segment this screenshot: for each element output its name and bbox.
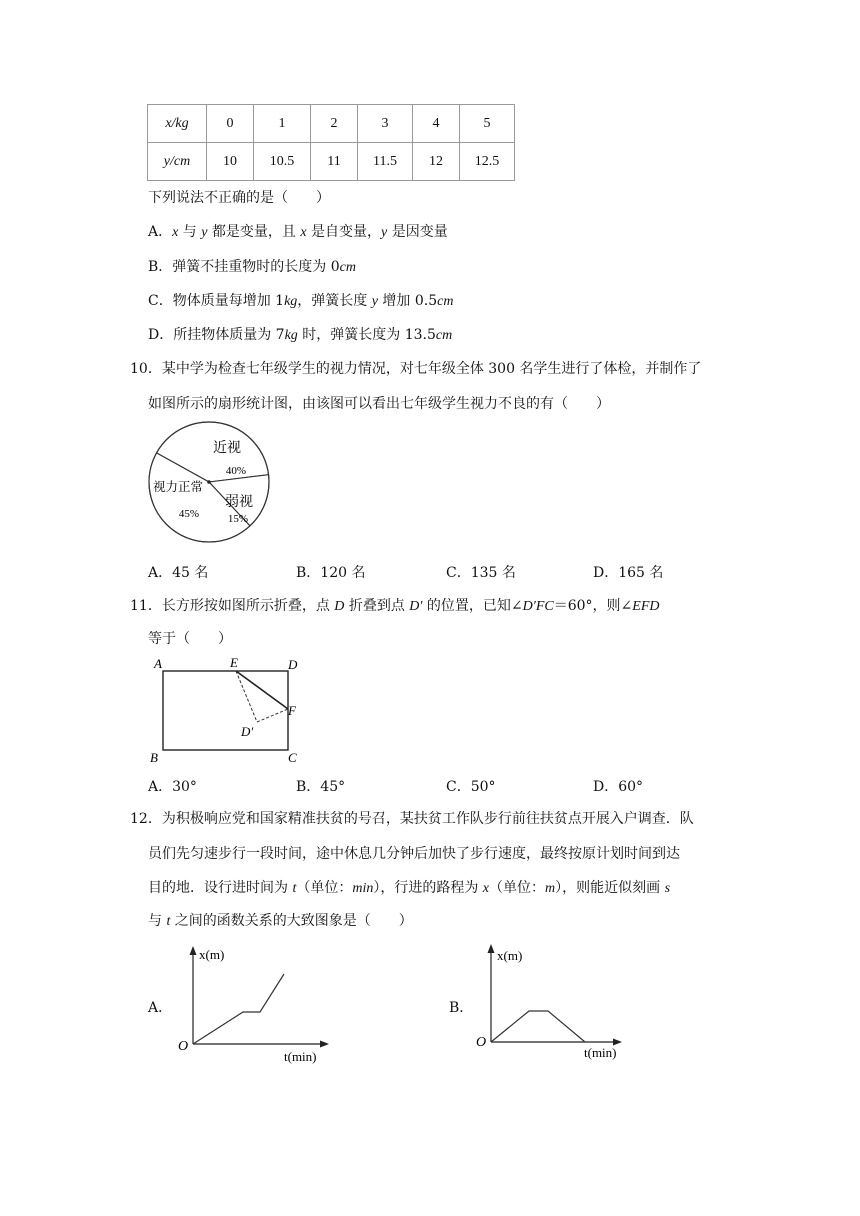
- q12-stem-line2: 员们先匀速步行一段时间，途中休息几分钟后加快了步行速度，最终按原计划时间到达: [148, 846, 680, 862]
- table-cell: 2: [311, 105, 358, 143]
- point-c-label: C: [288, 750, 297, 764]
- point-a-label: A: [154, 656, 162, 671]
- q10-option-a: A．45 名: [148, 565, 209, 581]
- table-cell: 5: [460, 105, 515, 143]
- graph-b-origin: O: [476, 1035, 487, 1050]
- q11-option-b: B．45°: [296, 779, 346, 795]
- table-cell: 10.5: [254, 143, 311, 181]
- q12-stem-line1: 12．为积极响应党和国家精准扶贫的号召，某扶贫工作队步行前往扶贫点开展入户调查．队: [130, 811, 694, 827]
- q12-option-b-label: B．: [449, 1000, 474, 1016]
- table-cell: 3: [358, 105, 413, 143]
- graph-b: [476, 938, 636, 1063]
- point-e-label: E: [230, 655, 238, 670]
- table-cell: 10: [207, 143, 254, 181]
- point-f-label: F: [288, 703, 296, 718]
- graph-a-xlabel: t(min): [284, 1049, 317, 1064]
- q10-stem-line1: 10．某中学为检查七年级学生的视力情况，对七年级全体 300 名学生进行了体检，并制作了: [130, 361, 702, 377]
- pie-value-amblyopia: 15%: [227, 513, 249, 525]
- q10-option-c: C．135 名: [446, 565, 516, 581]
- q12-stem-line4: 与 t 之间的函数关系的大致图象是（ ）: [148, 913, 413, 929]
- fold-diagram: [145, 652, 315, 764]
- q11-option-c: C．50°: [446, 779, 496, 795]
- pie-value-normal: 45%: [178, 508, 200, 520]
- q9-option-d: D．所挂物体质量为 7kg 时，弹簧长度为 13.5cm: [148, 327, 453, 343]
- q11-option-d: D．60°: [593, 779, 644, 795]
- table-cell: 11: [311, 143, 358, 181]
- q10-stem-line2: 如图所示的扇形统计图，由该图可以看出七年级学生视力不良的有（ ）: [148, 396, 610, 412]
- graph-a-ylabel: x(m): [199, 947, 225, 962]
- row-header-y: y/cm: [148, 143, 207, 181]
- table-cell: 1: [254, 105, 311, 143]
- pie-label-amblyopia: 弱视: [225, 495, 253, 510]
- table-cell: 12: [413, 143, 460, 181]
- table-row-x: [148, 105, 515, 143]
- graph-b-ylabel: x(m): [497, 948, 523, 963]
- table-cell: 0: [207, 105, 254, 143]
- graph-a: [178, 940, 343, 1065]
- q9-option-a: A．x 与 y 都是变量，且 x 是自变量，y 是因变量: [148, 224, 448, 240]
- point-dprime-label: D′: [241, 724, 254, 739]
- q11-stem-line1: 11．长方形按如图所示折叠，点 D 折叠到点 D′ 的位置，已知∠D′FC＝60°，则∠EFD: [130, 598, 660, 614]
- point-d-label: D: [288, 657, 298, 672]
- q9-option-c: C．物体质量每增加 1kg，弹簧长度 y 增加 0.5cm: [148, 293, 454, 309]
- table-cell: 12.5: [460, 143, 515, 181]
- graph-b-xlabel: t(min): [584, 1045, 617, 1060]
- point-b-label: B: [150, 750, 158, 764]
- q10-option-b: B．120 名: [296, 565, 366, 581]
- pie-label-normal: 视力正常: [152, 480, 204, 494]
- graph-a-origin: O: [178, 1039, 189, 1054]
- q9-option-b: B．弹簧不挂重物时的长度为 0cm: [148, 259, 356, 275]
- q12-stem-line3: 目的地．设行进时间为 t（单位：min），行进的路程为 x（单位：m），则能近似刻画 s: [148, 880, 671, 896]
- data-table: [147, 104, 515, 181]
- table-cell: 11.5: [358, 143, 413, 181]
- pie-value-myopia: 40%: [225, 465, 247, 477]
- row-header-x: x/kg: [148, 105, 207, 143]
- pie-label-myopia: 近视: [213, 441, 241, 456]
- q11-option-a: A．30°: [148, 779, 197, 795]
- q12-option-a-label: A．: [148, 1000, 173, 1016]
- q9-stem: 下列说法不正确的是（ ）: [148, 190, 330, 206]
- q10-option-d: D．165 名: [593, 565, 664, 581]
- pie-chart: [145, 418, 275, 546]
- table-cell: 4: [413, 105, 460, 143]
- q11-stem-line2: 等于（ ）: [148, 631, 232, 647]
- table-row-y: [148, 143, 515, 181]
